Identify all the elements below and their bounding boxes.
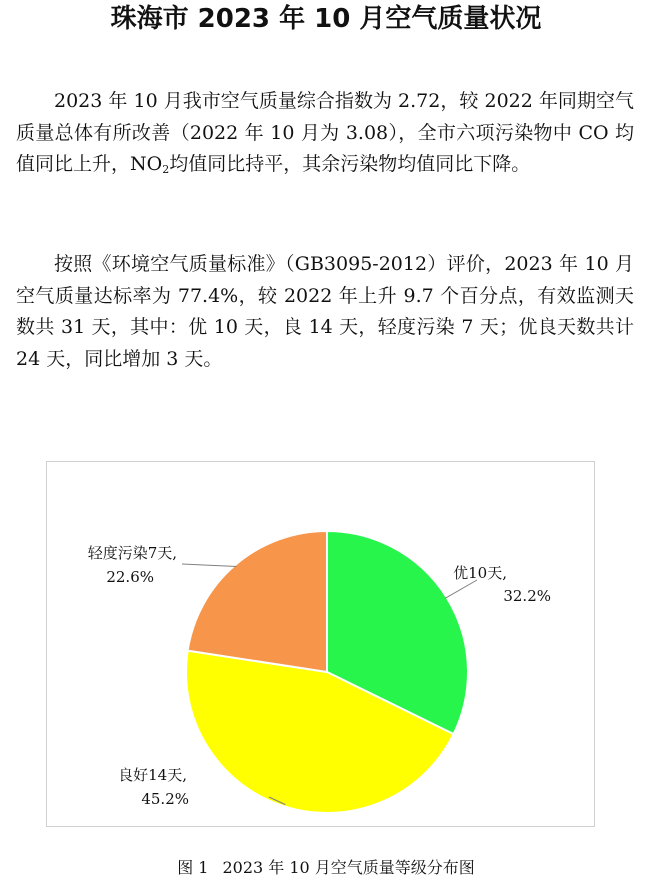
leader-line-light-pollution: [182, 564, 236, 567]
pie-chart: [47, 462, 594, 826]
paragraph-air-quality-index: [16, 86, 634, 181]
paragraph-compliance-rate: 按照《环境空气质量标准》（GB3095-2012）评价，2023 年 10 月空气质量达标率为 77.4%，较 2022 年上升 9.7 个百分点，有效监测天数共 31 天，其中：优 10 天，良 14 天，轻度污染 7 天；优良天数共计 24 天，同比增加 3 天。: [16, 253, 634, 370]
figure-number: 图 1: [177, 858, 209, 877]
no2-subscript: 2: [162, 163, 170, 176]
paragraph-text: 均值同比持平，其余污染物均值同比下降。: [169, 153, 531, 175]
label-good-line1: 良好14天,: [118, 766, 187, 784]
figure-caption-text: 2023 年 10 月空气质量等级分布图: [222, 858, 475, 877]
page-title: 珠海市 2023 年 10 月空气质量状况: [110, 4, 542, 34]
pie-slice-light-pollution: [188, 531, 327, 672]
label-good-percent: 45.2%: [141, 790, 189, 808]
chart-frame: [46, 461, 595, 827]
label-excellent-percent: 32.2%: [503, 587, 551, 605]
label-excellent-line1: 优10天,: [453, 564, 507, 582]
figure-caption: [0, 856, 652, 880]
leader-line-excellent: [445, 580, 477, 598]
paragraph-text: 2023 年 10 月我市空气质量综合指数为 2.72，较 2022 年同期空气质量总体有所改善（2022 年 10 月为 3.08），全市六项污染物中 CO 均值同比上升，NO: [16, 90, 634, 175]
pie-slices: [186, 531, 468, 813]
label-light-pollution-line1: 轻度污染7天,: [87, 544, 177, 562]
label-light-pollution-percent: 22.6%: [106, 568, 154, 586]
